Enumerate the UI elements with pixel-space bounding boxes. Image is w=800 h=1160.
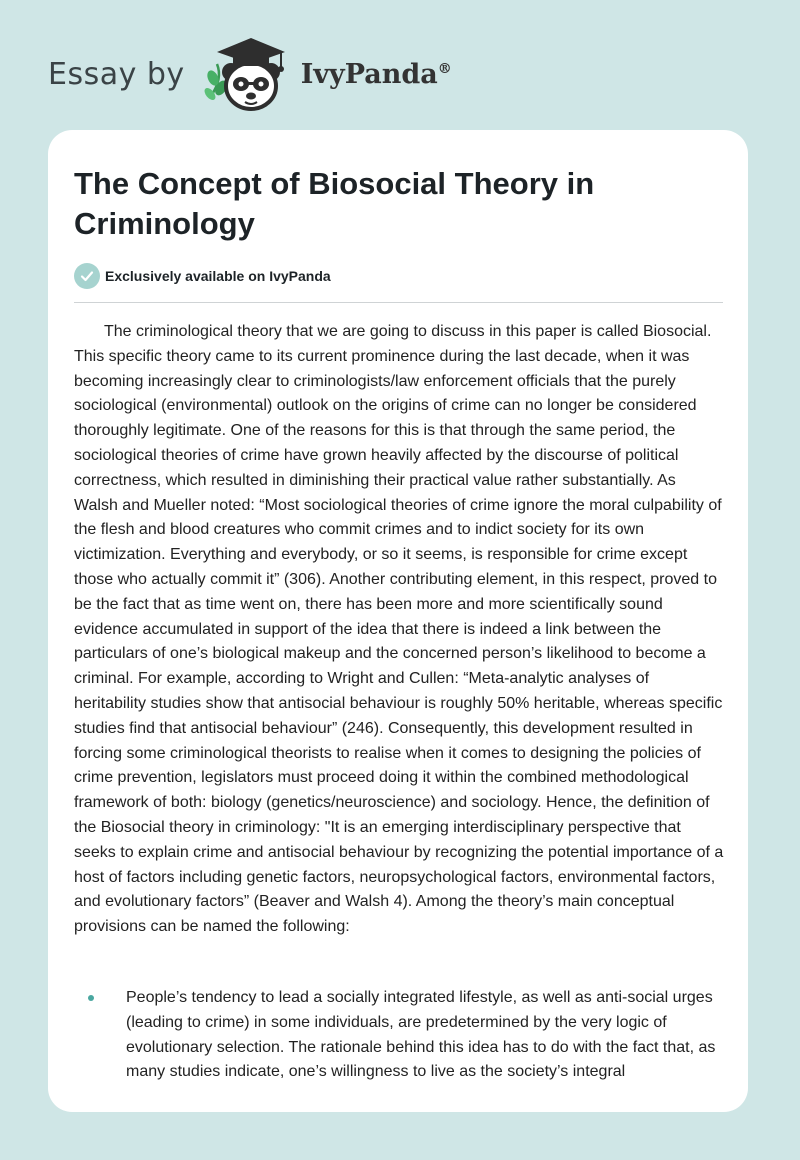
- exclusive-badge-label: Exclusively available on IvyPanda: [105, 268, 331, 284]
- check-circle-icon: [74, 263, 100, 289]
- brand-label: IvyPanda: [300, 58, 438, 90]
- exclusive-badge: [74, 263, 331, 289]
- bullet-dot-icon: [88, 995, 94, 1001]
- essay-by-label: Essay by: [48, 56, 185, 92]
- bullet-list: [74, 986, 724, 1085]
- list-item-text: People’s tendency to lead a socially integrated lifestyle, as well as anti-social urges (leading to crime) in some individuals, are predetermined by the very logic of evolutionary selection. The rationale behind this idea has to do with the fact that, as many studies indicate, one’s willingness to live as the society’s integral: [126, 989, 716, 1081]
- divider: [74, 302, 723, 303]
- essay-card: [48, 130, 748, 1112]
- list-item: [74, 986, 724, 1085]
- essay-paragraph: The criminological theory that we are going to discuss in this paper is called Biosocial. This specific theory came to its current prominence during the last decade, when it was becoming increasingly clear to criminologists/law enforcement officials that the purely sociological (environmental) outlook on the origins of crime can no longer be considered thoroughly legitimate. One of the reasons for this is that through the same period, the sociological theories of crime have grown heavily affected by the discourse of political correctness, which resulted in diminishing their practical value rather substantially. As Walsh and Mueller noted: “Most sociological theories of crime ignore the moral culpability of the flesh and blood creatures who commit crimes and to indict society for its own victimization. Everything and everybody, or so it seems, is responsible for crime except those who actually commit it” (306). Another contributing element, in this respect, proved to be the fact that as time went on, there has been more and more scientifically sound evidence accumulated in support of the idea that there is indeed a link between the particulars of one’s biological makeup and the concerned person’s likelihood to become a criminal. For example, according to Wright and Cullen: “Meta-analytic analyses of heritability studies show that antisocial behaviour is roughly 50% heritable, whereas specific studies find that antisocial behaviour” (246). Consequently, this development resulted in forcing some criminological theorists to realise when it comes to designing the policies of crime prevention, legislators must proceed doing it within the combined methodological framework of both: biology (genetics/neuroscience) and sociology. Hence, the definition of the Biosocial theory in criminology: "It is an emerging interdisciplinary perspective that seeks to explain crime and antisocial behaviour by recognizing the potential importance of a host of factors including genetic factors, neuropsychological factors, environmental factors, and evolutionary factors” (Beaver and Walsh 4). Among the theory’s main conceptual provisions can be named the following:: [74, 323, 724, 936]
- panda-graduate-logo-icon[interactable]: [201, 34, 297, 114]
- brand-name[interactable]: [301, 59, 452, 90]
- registered-mark: ®: [437, 60, 452, 77]
- essay-title: The Concept of Biosocial Theory in Criminology: [74, 166, 595, 241]
- site-header: [48, 34, 452, 114]
